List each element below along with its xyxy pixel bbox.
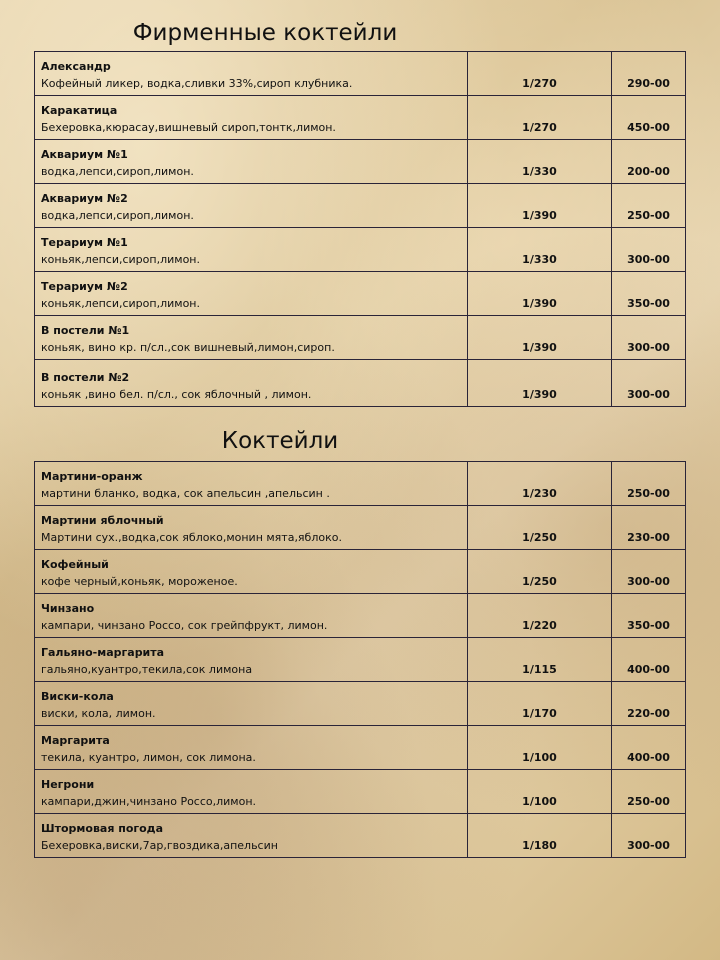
item-description: гальяно,куантро,текила,сок лимона [41, 663, 253, 676]
item-volume: 1/270 [468, 52, 612, 96]
menu-row [35, 316, 686, 360]
cocktails-table [34, 461, 686, 858]
item-price: 290-00 [612, 52, 686, 96]
item-volume: 1/180 [468, 814, 612, 858]
item-description: водка,лепси,сироп,лимон. [41, 209, 194, 222]
item-description: коньяк ,вино бел. п/сл., сок яблочный , лимон. [41, 388, 312, 401]
item-price: 230-00 [612, 506, 686, 550]
item-volume: 1/115 [468, 638, 612, 682]
item-description: виски, кола, лимон. [41, 707, 156, 720]
menu-row [35, 96, 686, 140]
item-description: Бехеровка,виски,7ар,гвоздика,апельсин [41, 839, 278, 852]
item-name: Кофейный [41, 558, 109, 571]
menu-row [35, 140, 686, 184]
item-price: 220-00 [612, 682, 686, 726]
item-name: В постели №1 [41, 324, 130, 337]
item-volume: 1/390 [468, 360, 612, 407]
item-cell [35, 184, 468, 228]
item-name: Александр [41, 60, 111, 73]
item-price: 400-00 [612, 726, 686, 770]
item-name: Чинзано [41, 602, 95, 615]
item-description: Кофейный ликер, водка,сливки 33%,сироп клубника. [41, 77, 353, 90]
item-name: Виски-кола [41, 690, 114, 703]
item-name: Мартини-оранж [41, 470, 143, 483]
item-description: Мартини сух.,водка,сок яблоко,монин мята,яблоко. [41, 531, 342, 544]
item-name: Терариум №2 [41, 280, 128, 293]
item-name: Мартини яблочный [41, 514, 164, 527]
item-name: Аквариум №2 [41, 192, 128, 205]
item-description: Бехеровка,кюрасау,вишневый сироп,тонтк,лимон. [41, 121, 336, 134]
menu-row [35, 360, 686, 407]
menu-row [35, 726, 686, 770]
item-cell [35, 462, 468, 506]
item-volume: 1/330 [468, 140, 612, 184]
item-name: Гальяно-маргарита [41, 646, 165, 659]
menu-row [35, 52, 686, 96]
item-description: кофе черный,коньяк, мороженое. [41, 575, 238, 588]
menu-row [35, 184, 686, 228]
item-cell [35, 272, 468, 316]
menu-row [35, 638, 686, 682]
item-cell [35, 360, 468, 407]
menu-row [35, 228, 686, 272]
item-volume: 1/390 [468, 272, 612, 316]
item-cell [35, 52, 468, 96]
item-price: 200-00 [612, 140, 686, 184]
item-cell [35, 814, 468, 858]
item-price: 400-00 [612, 638, 686, 682]
item-description: коньяк, вино кр. п/сл.,сок вишневый,лимон,сироп. [41, 341, 335, 354]
item-description: коньяк,лепси,сироп,лимон. [41, 297, 200, 310]
signature-cocktails-table [34, 51, 686, 407]
item-volume: 1/170 [468, 682, 612, 726]
item-price: 250-00 [612, 770, 686, 814]
item-volume: 1/330 [468, 228, 612, 272]
item-description: мартини бланко, водка, сок апельсин ,апельсин . [41, 487, 330, 500]
menu-row [35, 770, 686, 814]
section-title-signature: Фирменные коктейли [132, 20, 398, 46]
item-name: Каракатица [41, 104, 118, 117]
item-price: 350-00 [612, 272, 686, 316]
item-description: текила, куантро, лимон, сок лимона. [41, 751, 256, 764]
item-cell [35, 228, 468, 272]
menu-row [35, 272, 686, 316]
item-volume: 1/100 [468, 726, 612, 770]
menu-row [35, 462, 686, 506]
item-name: Терариум №1 [41, 236, 128, 249]
menu-row [35, 506, 686, 550]
item-volume: 1/250 [468, 550, 612, 594]
item-cell [35, 594, 468, 638]
item-description: кампари, чинзано Россо, сок грейпфрукт, лимон. [41, 619, 328, 632]
item-description: коньяк,лепси,сироп,лимон. [41, 253, 200, 266]
item-volume: 1/230 [468, 462, 612, 506]
item-volume: 1/220 [468, 594, 612, 638]
item-name: В постели №2 [41, 371, 130, 384]
item-cell [35, 316, 468, 360]
item-volume: 1/100 [468, 770, 612, 814]
item-description: водка,лепси,сироп,лимон. [41, 165, 194, 178]
item-volume: 1/250 [468, 506, 612, 550]
item-price: 250-00 [612, 462, 686, 506]
item-price: 450-00 [612, 96, 686, 140]
menu-row [35, 682, 686, 726]
item-volume: 1/390 [468, 316, 612, 360]
item-price: 250-00 [612, 184, 686, 228]
item-cell [35, 638, 468, 682]
item-cell [35, 550, 468, 594]
item-cell [35, 770, 468, 814]
menu-row [35, 814, 686, 858]
item-name: Маргарита [41, 734, 110, 747]
item-cell [35, 506, 468, 550]
item-price: 300-00 [612, 360, 686, 407]
item-description: кампари,джин,чинзано Россо,лимон. [41, 795, 257, 808]
item-name: Штормовая погода [41, 822, 163, 835]
menu-row [35, 594, 686, 638]
item-name: Негрони [41, 778, 95, 791]
item-volume: 1/390 [468, 184, 612, 228]
item-price: 300-00 [612, 550, 686, 594]
item-price: 350-00 [612, 594, 686, 638]
section-title-cocktails: Коктейли [221, 428, 339, 454]
item-cell [35, 682, 468, 726]
item-cell [35, 726, 468, 770]
item-volume: 1/270 [468, 96, 612, 140]
item-price: 300-00 [612, 814, 686, 858]
item-price: 300-00 [612, 316, 686, 360]
menu-row [35, 550, 686, 594]
item-price: 300-00 [612, 228, 686, 272]
item-cell [35, 140, 468, 184]
item-name: Аквариум №1 [41, 148, 128, 161]
item-cell [35, 96, 468, 140]
